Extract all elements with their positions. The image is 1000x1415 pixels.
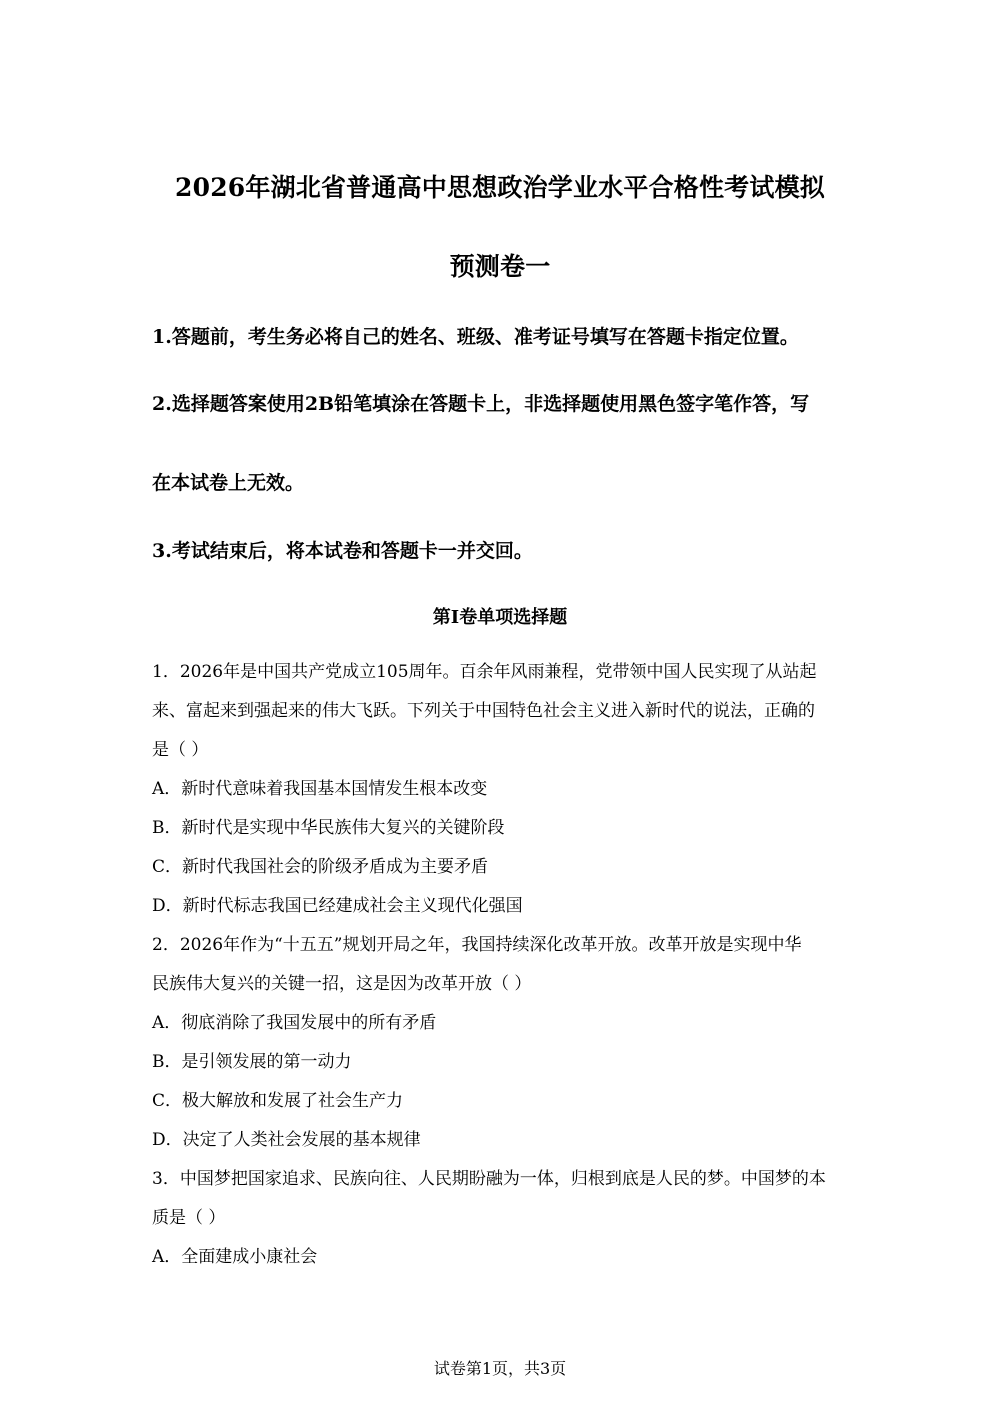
instruction-3: 3.考试结束后，将本试卷和答题卡一并交回。 (152, 540, 533, 562)
question-3-stem-line-2: 质是（ ） (152, 1208, 226, 1228)
page-footer: 试卷第1页，共3页 (433, 1359, 567, 1378)
instruction-2-line-1: 2.选择题答案使用2B铅笔填涂在答题卡上，非选择题使用黑色签字笔作答，写 (152, 393, 810, 415)
question-3-option-a: A．全面建成小康社会 (152, 1247, 318, 1267)
question-1-stem-line-2: 来、富起来到强起来的伟大飞跃。下列关于中国特色社会主义进入新时代的说法，正确的 (152, 701, 815, 721)
question-2-stem-line-1: 2．2026年作为“十五五”规划开局之年，我国持续深化改革开放。改革开放是实现中华 (152, 935, 802, 955)
question-2-option-c: C．极大解放和发展了社会生产力 (152, 1091, 404, 1111)
question-1-option-b: B．新时代是实现中华民族伟大复兴的关键阶段 (152, 818, 505, 838)
question-1-option-a: A．新时代意味着我国基本国情发生根本改变 (152, 779, 488, 799)
question-2-option-d: D．决定了人类社会发展的基本规律 (152, 1130, 421, 1150)
instruction-1: 1.答题前，考生务必将自己的姓名、班级、准考证号填写在答题卡指定位置。 (152, 326, 799, 348)
exam-title-line-1: 2026年湖北省普通高中思想政治学业水平合格性考试模拟 (175, 173, 825, 202)
exam-title-line-2: 预测卷一 (449, 252, 551, 281)
instruction-2-line-2: 在本试卷上无效。 (152, 472, 305, 494)
question-1-stem-line-3: 是（ ） (152, 740, 209, 760)
question-3-stem-line-1: 3．中国梦把国家追求、民族向往、人民期盼融为一体，归根到底是人民的梦。中国梦的本 (152, 1169, 826, 1189)
question-2-stem-line-2: 民族伟大复兴的关键一招，这是因为改革开放（ ） (152, 974, 532, 994)
question-2-option-a: A．彻底消除了我国发展中的所有矛盾 (152, 1013, 437, 1033)
question-2-option-b: B．是引领发展的第一动力 (152, 1052, 352, 1072)
question-1-option-d: D．新时代标志我国已经建成社会主义现代化强国 (152, 896, 523, 916)
section-heading: 第I卷单项选择题 (432, 607, 568, 628)
question-1-option-c: C．新时代我国社会的阶级矛盾成为主要矛盾 (152, 857, 489, 877)
question-1-stem-line-1: 1．2026年是中国共产党成立105周年。百余年风雨兼程，党带领中国人民实现了从站起 (152, 662, 817, 682)
